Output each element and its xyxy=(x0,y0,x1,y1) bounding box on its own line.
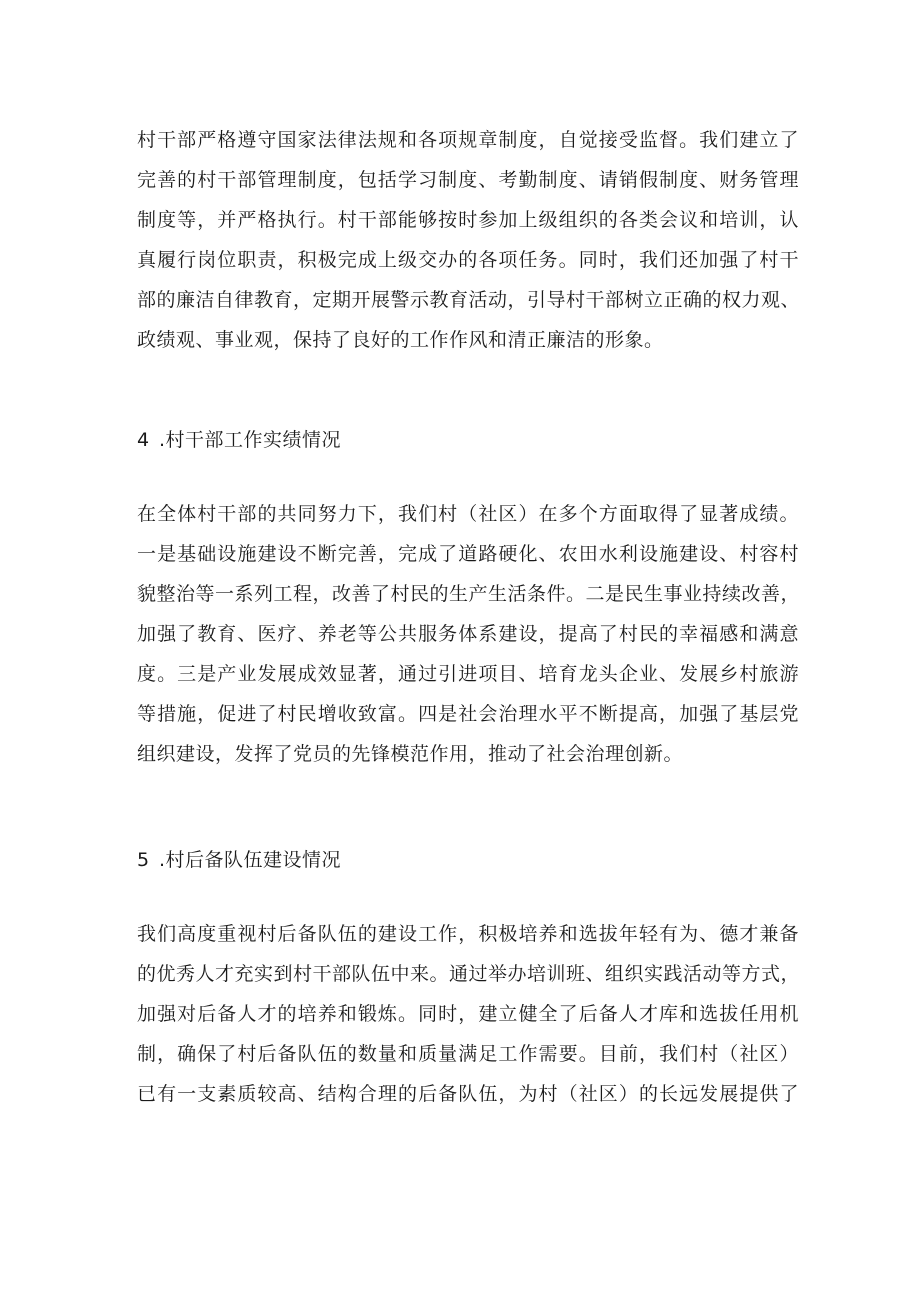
section-title: .村干部工作实绩情况 xyxy=(159,429,342,451)
text-line: 貌整治等一系列工程，改善了村民的生产生活条件。二是民生事业持续改善， xyxy=(137,583,801,605)
text-line: 组织建设，发挥了党员的先锋模范作用，推动了社会治理创新。 xyxy=(137,743,684,765)
text-line: 完善的村干部管理制度，包括学习制度、考勤制度、请销假制度、财务管理 xyxy=(137,169,799,191)
section-title: .村后备队伍建设情况 xyxy=(159,849,342,871)
text-line: 政绩观、事业观，保持了良好的工作作风和清正廉洁的形象。 xyxy=(137,329,664,351)
text-line: 等措施，促进了村民增收致富。四是社会治理水平不断提高，加强了基层党 xyxy=(137,703,799,725)
section-number: 5 xyxy=(137,849,150,871)
paragraph-discipline xyxy=(137,120,799,360)
text-line: 我们高度重视村后备队伍的建设工作，积极培养和选拔年轻有为、德才兼备 xyxy=(137,923,799,945)
text-line: 已有一支素质较高、结构合理的后备队伍，为村（社区）的长远发展提供了 xyxy=(137,1083,799,1105)
text-line: 真履行岗位职责，积极完成上级交办的各项任务。同时，我们还加强了村干 xyxy=(137,249,799,271)
section-heading-5 xyxy=(137,840,341,880)
text-line: 制，确保了村后备队伍的数量和质量满足工作需要。目前，我们村（社区） xyxy=(137,1043,799,1065)
text-line: 在全体村干部的共同努力下，我们村（社区）在多个方面取得了显著成绩。 xyxy=(137,503,799,525)
text-line: 一是基础设施建设不断完善，完成了道路硬化、农田水利设施建设、村容村 xyxy=(137,543,799,565)
text-line: 加强对后备人才的培养和锻炼。同时，建立健全了后备人才库和选拔任用机 xyxy=(137,1003,799,1025)
text-line: 部的廉洁自律教育，定期开展警示教育活动，引导村干部树立正确的权力观、 xyxy=(137,289,801,311)
text-line: 村干部严格遵守国家法律法规和各项规章制度，自觉接受监督。我们建立了 xyxy=(137,129,799,151)
section-heading-4 xyxy=(137,420,341,460)
text-line: 制度等，并严格执行。村干部能够按时参加上级组织的各类会议和培训，认 xyxy=(137,209,799,231)
text-line: 的优秀人才充实到村干部队伍中来。通过举办培训班、组织实践活动等方式， xyxy=(137,963,801,985)
text-line: 度。三是产业发展成效显著，通过引进项目、培育龙头企业、发展乡村旅游 xyxy=(137,663,799,685)
paragraph-reserve-team xyxy=(137,914,799,1114)
text-line: 加强了教育、医疗、养老等公共服务体系建设，提高了村民的幸福感和满意 xyxy=(137,623,799,645)
section-number: 4 xyxy=(137,429,150,451)
paragraph-achievements xyxy=(137,494,799,774)
